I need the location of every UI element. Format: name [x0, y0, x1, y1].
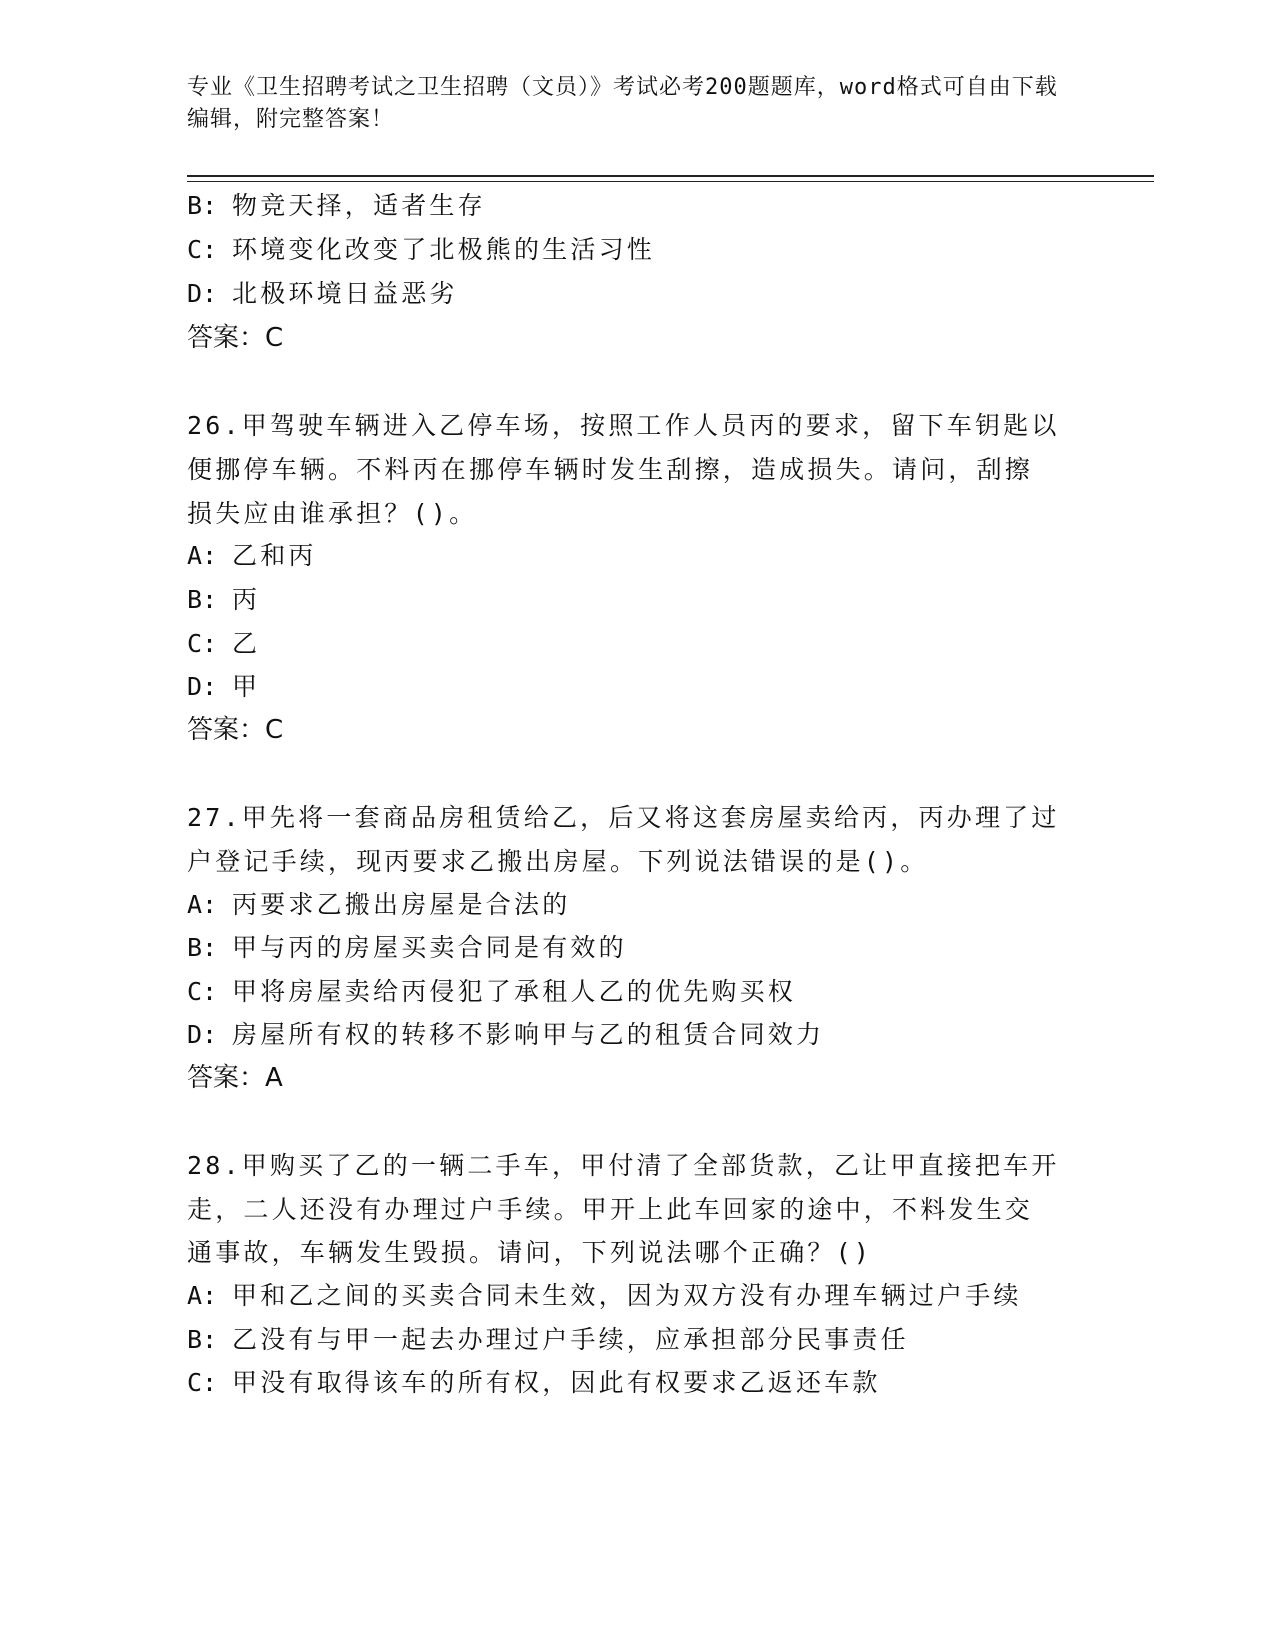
option-text: 乙 — [232, 629, 261, 658]
option-label: D: — [187, 1020, 218, 1049]
q27-answer: 答案：A — [187, 1063, 283, 1093]
q25-option-b — [187, 190, 486, 222]
option-label: B: — [187, 585, 218, 614]
q27-option-b — [187, 932, 627, 964]
q26-option-c — [187, 628, 260, 660]
q28-stem-line: 通事故，车辆发生毁损。请问，下列说法哪个正确？() — [187, 1238, 873, 1267]
option-label: C: — [187, 235, 218, 264]
option-label: A: — [187, 890, 218, 919]
option-label: C: — [187, 977, 218, 1006]
q27-stem-line: 户登记手续，现丙要求乙搬出房屋。下列说法错误的是()。 — [187, 847, 929, 876]
q28-option-b — [187, 1324, 909, 1356]
q26-option-a — [187, 540, 317, 572]
option-text: 北极环境日益恶劣 — [232, 279, 458, 308]
q28-stem-line: 28.甲购买了乙的一辆二手车，甲付清了全部货款，乙让甲直接把车开 — [187, 1151, 1060, 1180]
page-header: 专业《卫生招聘考试之卫生招聘（文员）》考试必考200题题库，word格式可自由下载编辑，附完整答案！ — [187, 75, 1058, 132]
option-text: 丙要求乙搬出房屋是合法的 — [232, 890, 571, 919]
option-text: 甲将房屋卖给丙侵犯了承租人乙的优先购买权 — [232, 977, 797, 1006]
q27-stem-line: 27.甲先将一套商品房租赁给乙，后又将这套房屋卖给丙，丙办理了过 — [187, 803, 1060, 832]
header-divider-thin — [187, 181, 1154, 182]
option-label: D: — [187, 672, 218, 701]
q25-answer: 答案：C — [187, 323, 284, 353]
option-text: 甲没有取得该车的所有权，因此有权要求乙返还车款 — [232, 1368, 881, 1397]
q25-option-c — [187, 234, 655, 266]
q26-answer: 答案：C — [187, 715, 284, 745]
q27-option-d — [187, 1019, 824, 1051]
option-label: B: — [187, 1325, 218, 1354]
q28-option-a — [187, 1280, 1022, 1312]
option-text: 甲 — [232, 672, 261, 701]
option-text: 环境变化改变了北极熊的生活习性 — [232, 235, 656, 264]
q28-option-c — [187, 1367, 881, 1399]
q26-stem-line: 便挪停车辆。不料丙在挪停车辆时发生刮擦，造成损失。请问，刮擦 — [187, 455, 1034, 484]
q27-option-a — [187, 889, 570, 921]
q26-option-b — [187, 584, 260, 616]
option-text: 甲与丙的房屋买卖合同是有效的 — [232, 933, 627, 962]
header-divider-thick — [187, 175, 1154, 177]
q26-stem-line: 损失应由谁承担？()。 — [187, 499, 478, 528]
option-text: 物竞天择，适者生存 — [232, 191, 486, 220]
option-text: 房屋所有权的转移不影响甲与乙的租赁合同效力 — [232, 1020, 825, 1049]
q26-stem-line: 26.甲驾驶车辆进入乙停车场，按照工作人员丙的要求，留下车钥匙以 — [187, 411, 1060, 440]
q26-option-d — [187, 671, 260, 703]
option-label: C: — [187, 1368, 218, 1397]
q27-option-c — [187, 976, 796, 1008]
q25-option-d — [187, 278, 458, 310]
option-text: 乙没有与甲一起去办理过户手续，应承担部分民事责任 — [232, 1325, 909, 1354]
option-label: A: — [187, 541, 218, 570]
option-text: 丙 — [232, 585, 261, 614]
option-label: C: — [187, 629, 218, 658]
option-label: D: — [187, 279, 218, 308]
option-label: B: — [187, 933, 218, 962]
option-label: A: — [187, 1281, 218, 1310]
option-label: B: — [187, 191, 218, 220]
option-text: 乙和丙 — [232, 541, 317, 570]
option-text: 甲和乙之间的买卖合同未生效，因为双方没有办理车辆过户手续 — [232, 1281, 1022, 1310]
q28-stem-line: 走，二人还没有办理过户手续。甲开上此车回家的途中，不料发生交 — [187, 1195, 1034, 1224]
